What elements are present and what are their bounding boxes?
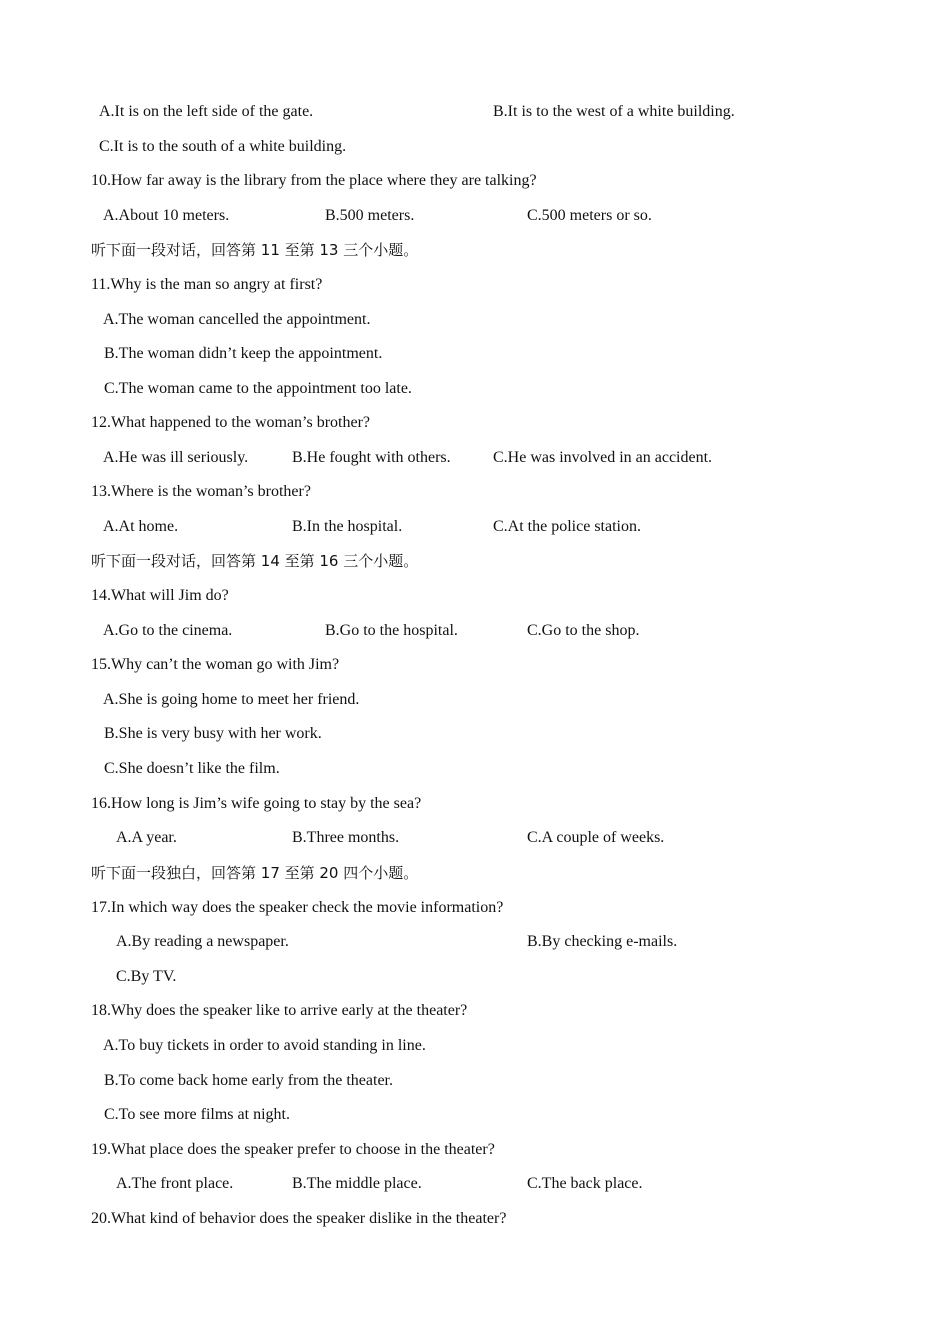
q11-option-b: B.The woman didn’t keep the appointment. (104, 345, 383, 362)
q12-question: 12.What happened to the woman’s brother? (91, 414, 371, 431)
q12-option-a: A.He was ill seriously. (103, 449, 249, 466)
q9-option-c: C.It is to the south of a white building. (99, 138, 347, 155)
q14-option-c: C.Go to the shop. (527, 622, 640, 639)
q17-option-c: C.By TV. (116, 968, 177, 985)
q17-option-a: A.By reading a newspaper. (116, 933, 289, 950)
q14-option-b: B.Go to the hospital. (325, 622, 458, 639)
q17-option-b: B.By checking e-mails. (527, 933, 678, 950)
q16-question: 16.How long is Jim’s wife going to stay by the sea? (91, 795, 422, 812)
q15-option-b: B.She is very busy with her work. (104, 725, 322, 742)
q18-option-c: C.To see more films at night. (104, 1106, 290, 1123)
q10-option-a: A.About 10 meters. (103, 207, 230, 224)
q15-option-c: C.She doesn’t like the film. (104, 760, 280, 777)
q14-option-a: A.Go to the cinema. (103, 622, 233, 639)
q14-question: 14.What will Jim do? (91, 587, 229, 604)
q11-option-a: A.The woman cancelled the appointment. (103, 311, 371, 328)
q15-question: 15.Why can’t the woman go with Jim? (91, 656, 340, 673)
q11-option-c: C.The woman came to the appointment too late. (104, 380, 412, 397)
q13-option-a: A.At home. (103, 518, 179, 535)
q16-option-b: B.Three months. (292, 829, 400, 846)
q15-option-a: A.She is going home to meet her friend. (103, 691, 360, 708)
q18-question: 18.Why does the speaker like to arrive early at the theater? (91, 1002, 468, 1019)
section-header-11-13: 听下面一段对话，回答第 11 至第 13 三个小题。 (91, 241, 419, 259)
q9-option-a: A.It is on the left side of the gate. (99, 103, 314, 120)
q18-option-a: A.To buy tickets in order to avoid standing in line. (103, 1037, 426, 1054)
q12-option-b: B.He fought with others. (292, 449, 451, 466)
q16-option-a: A.A year. (116, 829, 177, 846)
q19-option-b: B.The middle place. (292, 1175, 422, 1192)
q17-question: 17.In which way does the speaker check the movie information? (91, 899, 504, 916)
q19-question: 19.What place does the speaker prefer to choose in the theater? (91, 1141, 495, 1158)
q12-option-c: C.He was involved in an accident. (493, 449, 713, 466)
q19-option-a: A.The front place. (116, 1175, 234, 1192)
q19-option-c: C.The back place. (527, 1175, 643, 1192)
q13-option-c: C.At the police station. (493, 518, 641, 535)
q20-question: 20.What kind of behavior does the speaker dislike in the theater? (91, 1210, 507, 1227)
q11-question: 11.Why is the man so angry at first? (91, 276, 323, 293)
q9-option-b: B.It is to the west of a white building. (493, 103, 735, 120)
q16-option-c: C.A couple of weeks. (527, 829, 665, 846)
q10-option-b: B.500 meters. (325, 207, 415, 224)
q10-question: 10.How far away is the library from the place where they are talking? (91, 172, 537, 189)
q18-option-b: B.To come back home early from the theater. (104, 1072, 393, 1089)
section-header-17-20: 听下面一段独白，回答第 17 至第 20 四个小题。 (91, 864, 419, 882)
q13-question: 13.Where is the woman’s brother? (91, 483, 311, 500)
section-header-14-16: 听下面一段对话，回答第 14 至第 16 三个小题。 (91, 552, 419, 570)
q10-option-c: C.500 meters or so. (527, 207, 652, 224)
q13-option-b: B.In the hospital. (292, 518, 403, 535)
